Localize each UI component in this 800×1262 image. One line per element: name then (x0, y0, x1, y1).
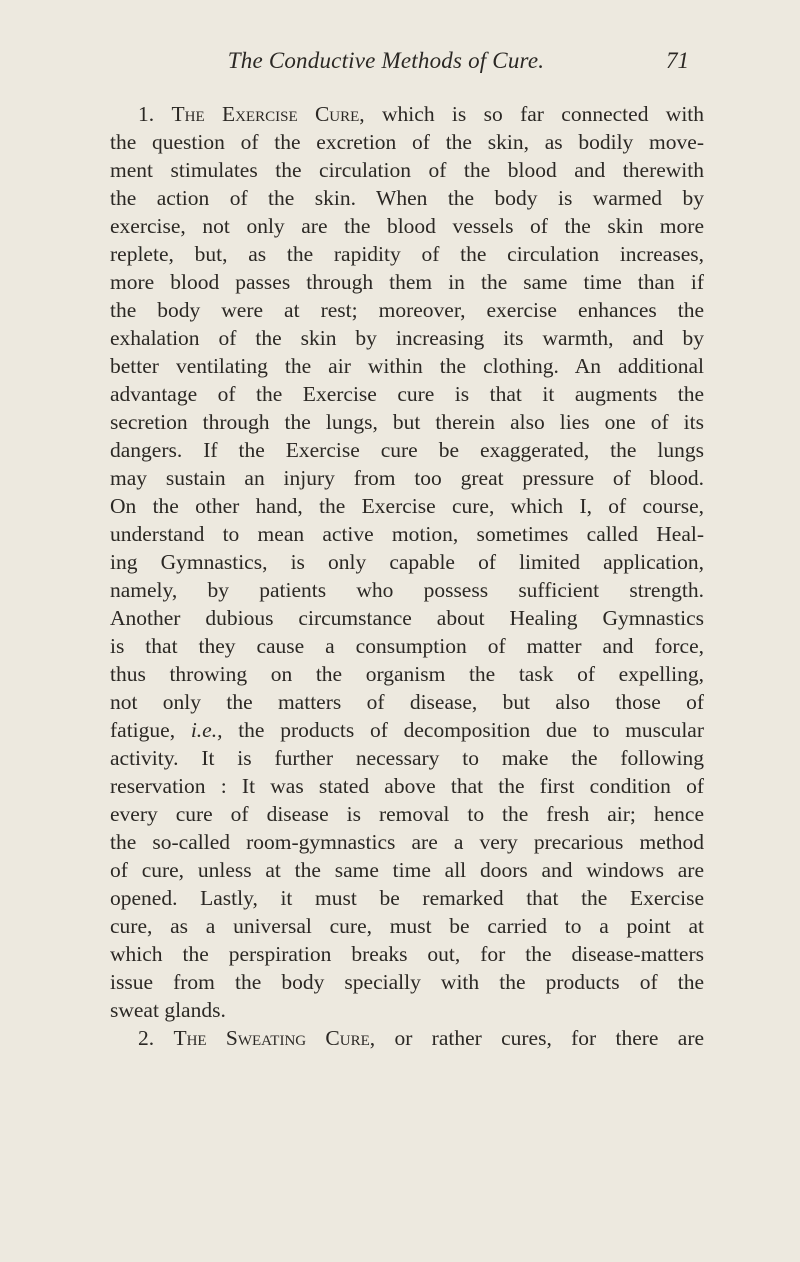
text-line: the so-called room-gymnastics are a very precarious method (110, 830, 704, 854)
text-line: the question of the excretion of the skin, as bodily move- (110, 130, 704, 154)
text-line: secretion through the lungs, but therein also lies one of its (110, 410, 704, 434)
text-line: the body were at rest; moreover, exercise enhances the (110, 298, 704, 322)
page-number: 71 (666, 48, 689, 73)
paragraph-1-line-1: 1. The Exercise Cure, which is so far connected with (138, 102, 704, 126)
text-line: reservation : It was stated above that the first condition of (110, 774, 704, 798)
section-heading-sweating-cure: The Sweating Cure, (173, 1026, 376, 1050)
text-line: namely, by patients who possess sufficient strength. (110, 578, 704, 602)
text-line: issue from the body specially with the products of the (110, 970, 704, 994)
text-line: Another dubious circumstance about Healing Gymnastics (110, 606, 704, 630)
text-line: sweat glands. (110, 998, 226, 1022)
text-line: fatigue, i.e., the products of decomposition due to muscular (110, 718, 704, 742)
text-line: replete, but, as the rapidity of the circulation increases, (110, 242, 704, 266)
text-line: every cure of disease is removal to the fresh air; hence (110, 802, 704, 826)
text-line: understand to mean active motion, sometimes called Heal- (110, 522, 704, 546)
paragraph-number: 2. (138, 1026, 155, 1050)
text-line: ment stimulates the circulation of the blood and therewith (110, 158, 704, 182)
text-line: not only the matters of disease, but also those of (110, 690, 704, 714)
ie-abbreviation: i.e., (190, 718, 223, 742)
text-line: more blood passes through them in the same time than if (110, 270, 704, 294)
paragraph-2-line-1: 2. The Sweating Cure, or rather cures, for there are (138, 1026, 704, 1050)
text-line: of cure, unless at the same time all doors and windows are (110, 858, 704, 882)
section-heading-exercise-cure: The Exercise Cure, (171, 102, 365, 126)
body-text (110, 100, 704, 1052)
text-line: the action of the skin. When the body is warmed by (110, 186, 704, 210)
text-line: cure, as a universal cure, must be carried to a point at (110, 914, 704, 938)
text-line: dangers. If the Exercise cure be exaggerated, the lungs (110, 438, 704, 462)
text-line: exhalation of the skin by increasing its warmth, and by (110, 326, 704, 350)
text-line: opened. Lastly, it must be remarked that the Exercise (110, 886, 704, 910)
text-line: is that they cause a consumption of matter and force, (110, 634, 704, 658)
text-line: better ventilating the air within the clothing. An additional (110, 354, 704, 378)
text-line: thus throwing on the organism the task of expelling, (110, 662, 704, 686)
text-line: activity. It is further necessary to make the following (110, 746, 704, 770)
text-line: On the other hand, the Exercise cure, which I, of course, (110, 494, 704, 518)
running-head: The Conductive Methods of Cure. (227, 48, 545, 73)
text-line: which the perspiration breaks out, for the disease-matters (110, 942, 704, 966)
text-line: advantage of the Exercise cure is that it augments the (110, 382, 704, 406)
text-line: ing Gymnastics, is only capable of limited application, (110, 550, 704, 574)
text-line: exercise, not only are the blood vessels of the skin more (110, 214, 704, 238)
paragraph-number: 1. (138, 102, 155, 126)
text-line: may sustain an injury from too great pressure of blood. (110, 466, 704, 490)
